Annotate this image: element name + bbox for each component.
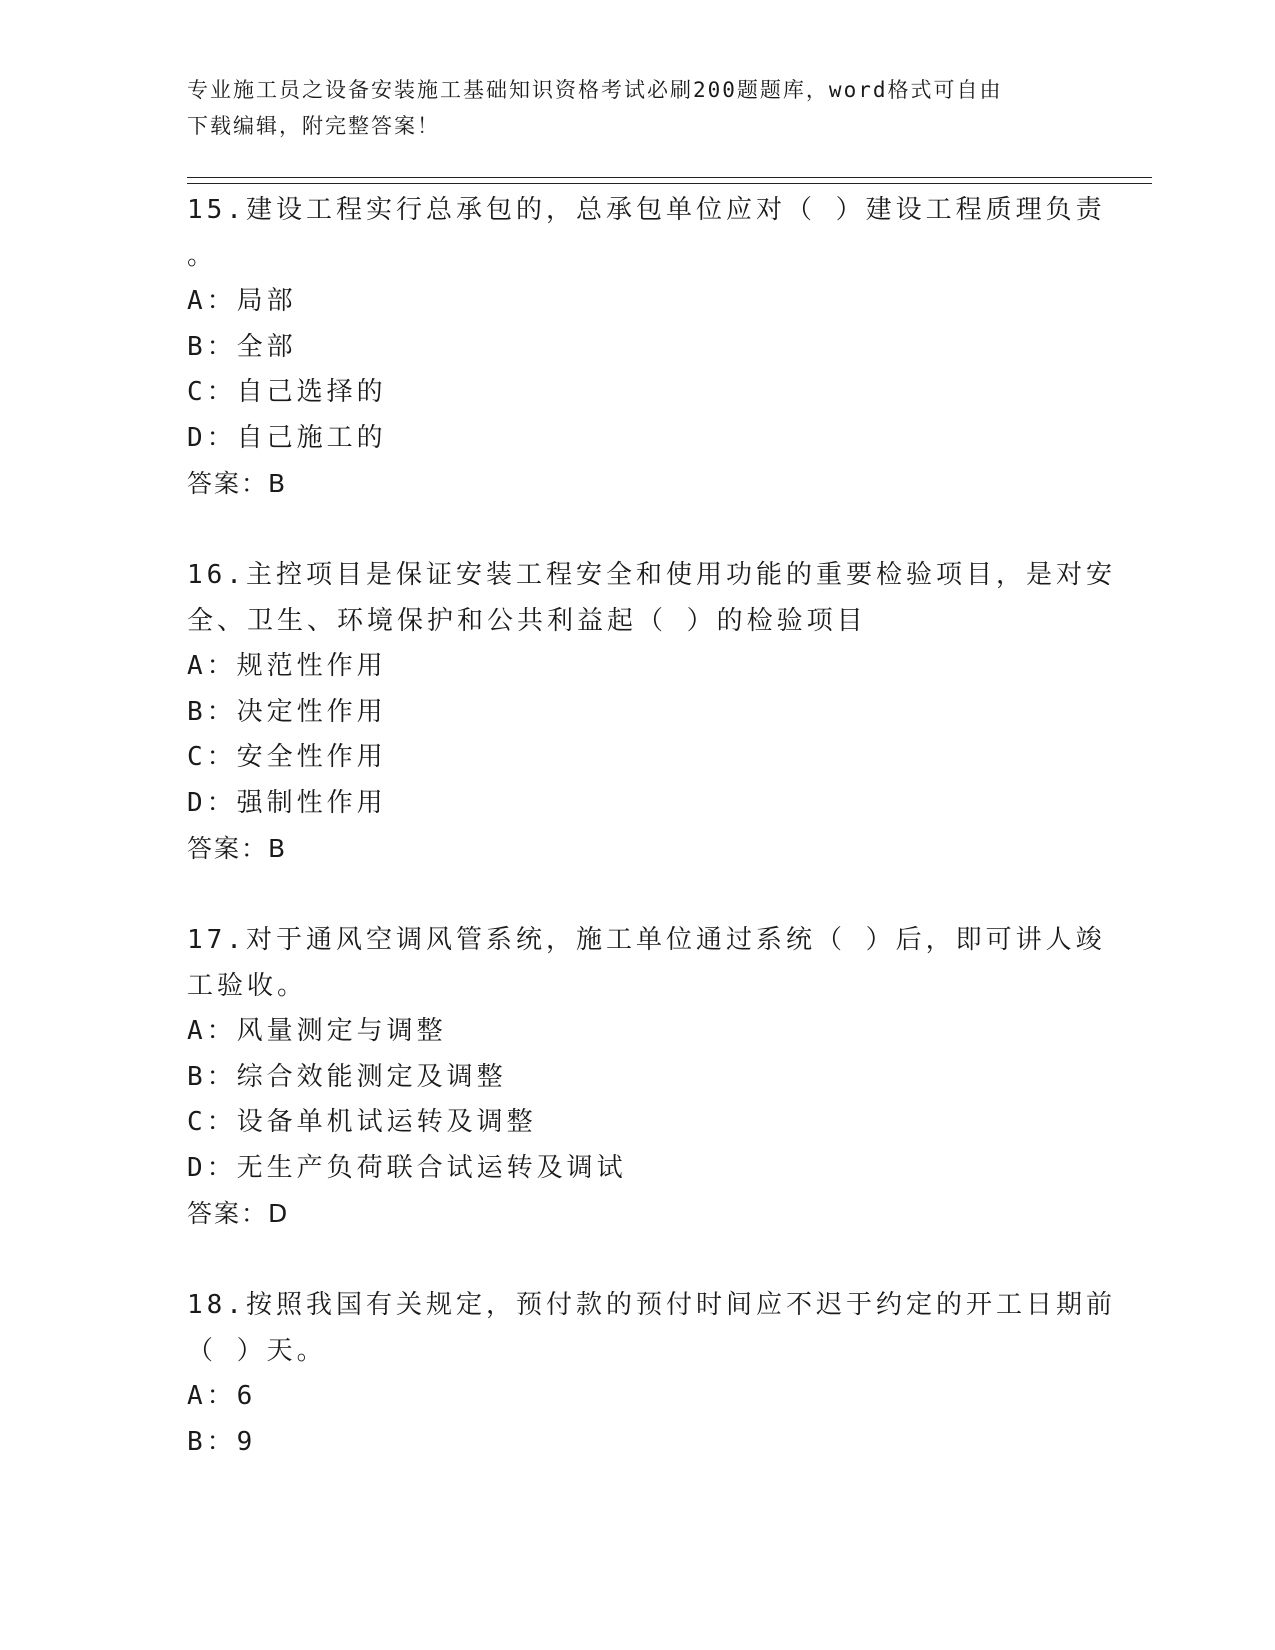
option-d: D：自己施工的	[187, 422, 387, 453]
document-header	[187, 72, 1087, 144]
option-c: C：安全性作用	[187, 742, 387, 772]
header-line-2: 下载编辑，附完整答案！	[187, 114, 440, 138]
option-b: B：综合效能测定及调整	[187, 1061, 507, 1092]
option-a: A：局部	[187, 286, 297, 316]
question-stem-line: 15.建设工程实行总承包的，总承包单位应对（ ）建设工程质理负责	[187, 195, 1106, 225]
header-divider-top	[187, 177, 1152, 178]
question-stem-line: 。	[187, 240, 218, 271]
option-d: D：强制性作用	[187, 787, 387, 818]
question-stem-line: 全、卫生、环境保护和公共利益起（ ）的检验项目	[187, 605, 867, 636]
question-15	[187, 188, 1106, 507]
option-a: A：6	[187, 1381, 257, 1411]
question-stem-line: 16.主控项目是保证安装工程安全和使用功能的重要检验项目，是对安	[187, 560, 1116, 590]
option-b: B：9	[187, 1426, 257, 1457]
header-divider-bottom	[187, 183, 1152, 184]
header-line-1: 专业施工员之设备安装施工基础知识资格考试必刷200题题库，word格式可自由	[187, 78, 1003, 102]
question-stem-line: 18.按照我国有关规定，预付款的预付时间应不迟于约定的开工日期前	[187, 1290, 1116, 1320]
option-b: B：决定性作用	[187, 696, 387, 727]
question-stem-line: （ ）天。	[187, 1335, 327, 1366]
option-a: A：风量测定与调整	[187, 1016, 447, 1046]
question-18	[187, 1283, 1116, 1465]
option-c: C：设备单机试运转及调整	[187, 1107, 537, 1137]
question-17	[187, 918, 1106, 1237]
answer-label: 答案：B	[187, 834, 288, 863]
option-c: C：自己选择的	[187, 377, 387, 407]
question-stem-line: 工验收。	[187, 970, 308, 1001]
option-d: D：无生产负荷联合试运转及调试	[187, 1152, 627, 1183]
question-stem-line: 17.对于通风空调风管系统，施工单位通过系统（ ）后，即可讲人竣	[187, 925, 1106, 955]
option-b: B：全部	[187, 331, 297, 362]
answer-label: 答案：B	[187, 469, 288, 498]
question-16	[187, 553, 1116, 872]
option-a: A：规范性作用	[187, 651, 387, 681]
answer-label: 答案：D	[187, 1199, 290, 1228]
